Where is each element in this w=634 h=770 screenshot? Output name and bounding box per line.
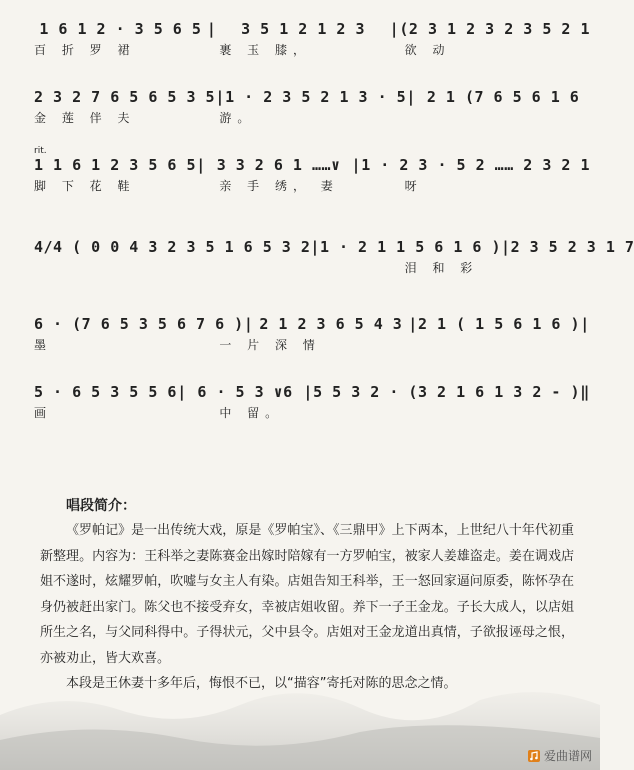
bar: 1 · 2 1 1 5 6 1 6 ) (319, 238, 502, 256)
lyrics-row (34, 38, 590, 60)
lyric: 欲 动 (404, 42, 451, 57)
score-system-3 (34, 146, 590, 196)
lyrics-row (34, 333, 590, 355)
bar: 3 5 1 2 1 2 3 (241, 20, 365, 38)
lyrics-row (34, 401, 590, 423)
site-watermark (528, 747, 592, 764)
notes-row: 5 · 6 5 3 5 5 6 | 6 · 5 3 ∨6 | 5 5 3 2 · (3 2 1 6 1 3 2 - ) ‖ (34, 383, 590, 401)
lyric: 画 (34, 405, 53, 420)
lyrics-row (34, 256, 590, 278)
notes-row: 1 6 1 2 · 3 5 6 5 | 3 5 1 2 1 2 3 | (2 3 1 2 3 2 3 5 2 1 (34, 10, 590, 38)
watermark-text: 爱曲谱网 (543, 749, 592, 763)
bar: 2 1 (7 6 5 6 1 6 (426, 88, 580, 106)
score-system-1 (34, 10, 590, 60)
lyric: 游。 (219, 110, 256, 125)
bar: 1 6 1 2 · 3 5 6 5 (39, 20, 202, 38)
bar: 5 · 6 5 3 5 5 6 (34, 383, 177, 401)
lyric: 中 留。 (219, 405, 284, 420)
bar: 3 3 2 6 1 ……∨ (216, 156, 341, 174)
lyric: 脚 下 花 鞋 (34, 178, 136, 193)
intro-paragraph: 《罗帕记》是一出传统大戏，原是《罗帕宝》、《三鼎甲》上下两本，上世纪八十年代初重新整理。内容为：王科举之妻陈赛金出嫁时陪嫁有一方罗帕宝，被家人姜雄盗走。姜在调戏店姐不遂时，炫耀罗帕，吹嘘与女主人有染。店姐告知王科举，王一怒回家逼问原委，陈怀孕在身仍被赶出家门。陈父也不接受弃女，幸被店姐收留。养下一子王金龙。子长大成人，以店姐所生之名，与父同科得中。子得状元，父中县令。店姐对王金龙道出真情，子欲报诬母之恨，亦被劝止，皆大欢喜。 (40, 523, 574, 666)
score-system-4 (34, 228, 634, 278)
lyric: 亲 手 绣， 妻 (219, 178, 339, 193)
bar: 6 · 5 3 ∨6 (197, 383, 293, 401)
bar: (2 3 1 2 3 2 3 5 2 1 (399, 20, 590, 38)
lyric: 金 莲 伴 夫 (34, 110, 136, 125)
bar: 1 1 6 1 2 3 5 6 5 (34, 156, 197, 174)
bar: 2 3 5 2 3 1 7 (510, 238, 634, 256)
rit-mark: rit. (34, 146, 47, 156)
intro-body (40, 518, 574, 697)
score-system-6 (34, 373, 590, 423)
intro-paragraph: 本段是王休妻十多年后，悔恨不已，以“描容”寄托对陈的思念之情。 (66, 676, 457, 691)
lyric: 墨 (34, 337, 53, 352)
lyrics-row (34, 106, 590, 128)
lyric: 百 折 罗 裙 (34, 42, 136, 57)
notes-row: 6 · (7 6 5 3 5 6 7 6 ) | 2 1 2 3 6 5 4 3 | 2 1 ( 1 5 6 1 6 ) | (34, 315, 590, 333)
lyrics-row (34, 174, 590, 196)
bar: 6 · (7 6 5 3 5 6 7 6 ) (34, 315, 244, 333)
bar: 2 3 2 7 6 5 6 5 3 5 (34, 88, 216, 106)
bar: 5 5 3 2 · (3 2 1 6 1 3 2 - ) (313, 383, 580, 401)
notes-row: 4/4 ( 0 0 4 3 2 3 5 1 6 5 3 2 | 1 · 2 1 1 5 6 1 6 ) | 2 3 5 2 3 1 7 (34, 238, 634, 256)
lyric: 一 片 深 情 (219, 337, 321, 352)
bar: 4/4 ( 0 0 4 3 2 3 5 1 6 5 3 2 (34, 238, 311, 256)
notes-row: 2 3 2 7 6 5 6 5 3 5 | 1 · 2 3 5 2 1 3 · 5 | 2 1 (7 6 5 6 1 6 (34, 78, 590, 106)
bar: 1 · 2 3 · 5 2 …… 2 3 2 1 (361, 156, 590, 174)
lyric: 裹 玉 膝， (219, 42, 311, 57)
music-note-icon (528, 750, 540, 762)
intro-title: 唱段简介： (66, 498, 136, 514)
lyric: 呀 (404, 178, 423, 193)
bar: 2 1 2 3 6 5 4 3 (259, 315, 403, 333)
bar: 1 · 2 3 5 2 1 3 · 5 (225, 88, 407, 106)
bar: 2 1 ( 1 5 6 1 6 ) (417, 315, 580, 333)
lyric: 泪 和 彩 (404, 260, 479, 275)
notes-row: 1 1 6 1 2 3 5 6 5 | 3 3 2 6 1 ……∨ | 1 · 2 3 · 5 2 …… 2 3 2 1 (34, 156, 590, 174)
score-system-5 (34, 305, 590, 355)
score-system-2 (34, 78, 590, 128)
